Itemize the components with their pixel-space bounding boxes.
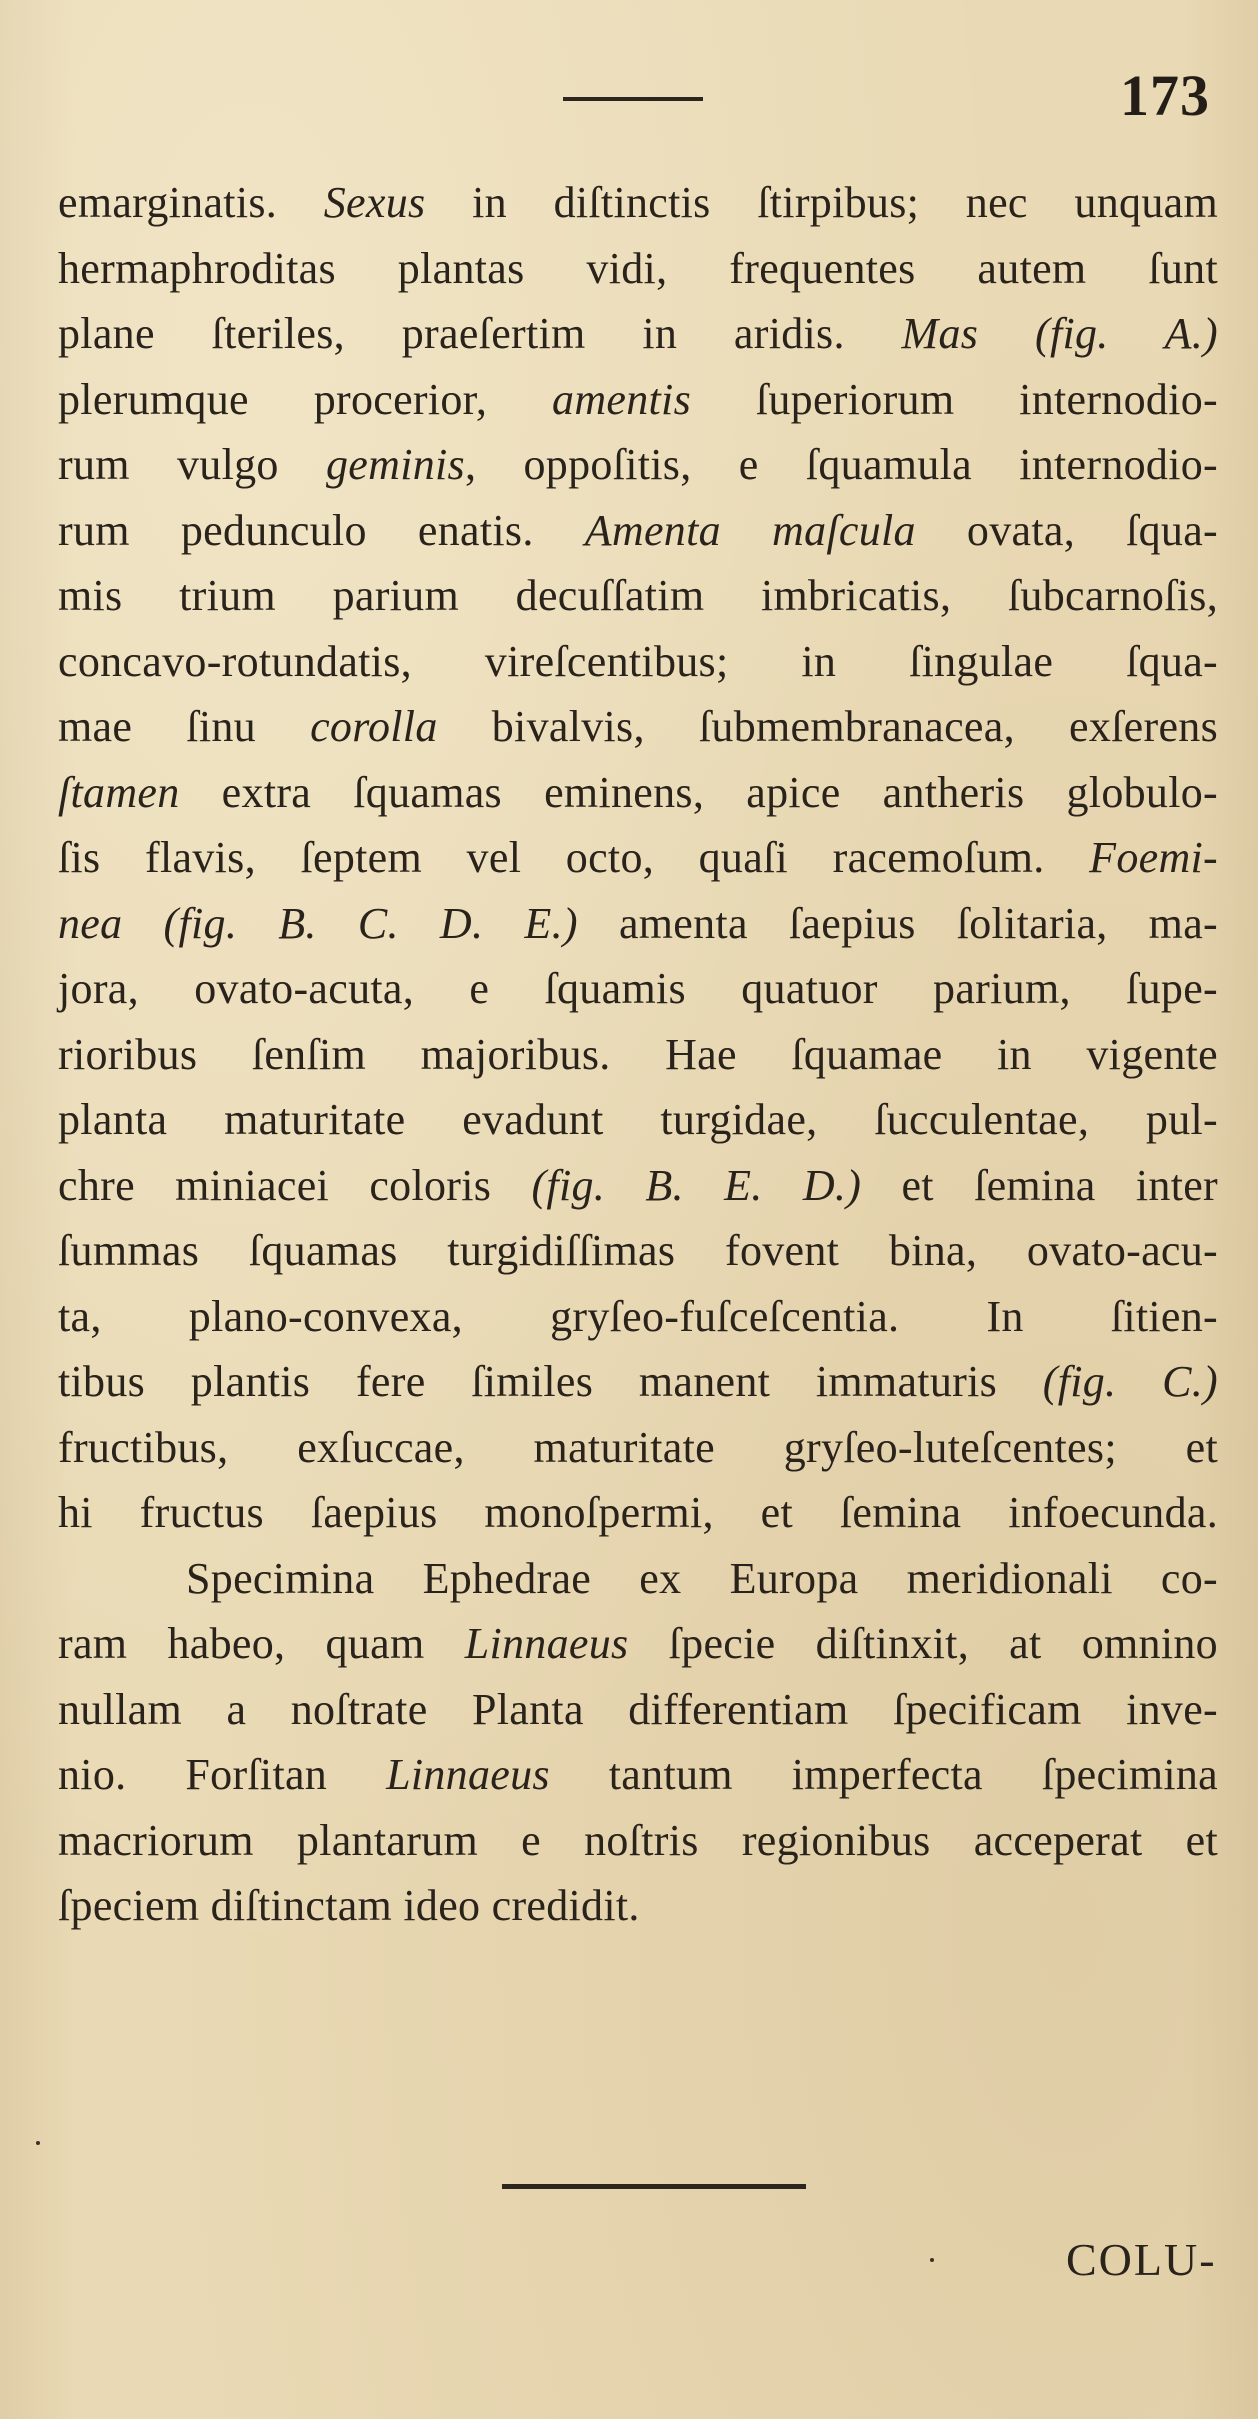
text-segment: tantum imperfecta ſpecimina: [549, 1750, 1218, 1799]
text-line: [58, 1611, 1218, 1677]
text-line: [58, 563, 1218, 629]
text-line: [58, 1677, 1218, 1743]
text-line: [58, 891, 1218, 957]
text-segment: nio. Forſitan: [58, 1750, 387, 1799]
italic-text: Linnaeus: [464, 1619, 629, 1668]
italic-text: (fig. B. E. D.): [531, 1160, 862, 1210]
paper-speck: [930, 2258, 934, 2262]
text-line: [58, 1808, 1218, 1874]
paper-speck: [36, 2141, 40, 2145]
text-segment: ovata, ſqua-: [915, 505, 1218, 555]
text-line: [58, 170, 1218, 236]
text-line: [58, 1087, 1218, 1153]
text-segment: nullam a noſtrate Planta differentiam ſpecificam inve-: [58, 1684, 1218, 1734]
text-segment: mis trium parium decuſſatim imbricatis, ſubcarnoſis,: [58, 571, 1218, 620]
text-segment: , oppoſitis, e ſquamula internodio-: [464, 440, 1218, 489]
text-line: [58, 1218, 1218, 1284]
text-segment: plane ſteriles, praeſertim in aridis.: [58, 309, 902, 358]
text-segment: hermaphroditas plantas vidi, frequentes autem ſunt: [58, 243, 1218, 293]
text-segment: ſpecie diſtinxit, at omnino: [628, 1619, 1218, 1668]
catchword: COLU-: [1066, 2234, 1217, 2285]
text-segment: macriorum plantarum e noſtris regionibus acceperat et: [58, 1815, 1218, 1865]
text-line: [58, 1742, 1218, 1808]
text-segment: ſuperiorum internodio-: [691, 374, 1218, 424]
text-segment: amenta ſaepius ſolitaria, ma-: [577, 898, 1218, 948]
text-line: [58, 825, 1218, 891]
italic-text: ſtamen: [58, 767, 180, 817]
text-segment: Specimina Ephedrae ex Europa meridionali co-: [186, 1553, 1218, 1603]
text-line: [58, 1349, 1218, 1415]
text-segment: ſpeciem diſtinctam ideo credidit.: [58, 1881, 640, 1930]
header-rule: [563, 97, 703, 101]
text-line: [58, 432, 1218, 498]
text-line: [58, 367, 1218, 433]
text-segment: et ſemina inter: [861, 1160, 1218, 1210]
end-rule: [502, 2184, 806, 2189]
page-number: 173: [1120, 63, 1210, 128]
text-segment: bivalvis, ſubmembranacea, exſerens: [437, 702, 1218, 751]
text-segment: rioribus ſenſim majoribus. Hae ſquamae in vigente: [58, 1029, 1218, 1079]
text-segment: hi fructus ſaepius monoſpermi, et ſemina infoecunda.: [58, 1488, 1218, 1537]
text-segment: jora, ovato-acuta, e ſquamis quatuor parium, ſupe-: [58, 964, 1218, 1013]
text-segment: ram habeo, quam: [58, 1619, 465, 1668]
text-segment: fructibus, exſuccae, maturitate gryſeo-luteſcentes; et: [58, 1422, 1218, 1472]
text-line: [58, 1022, 1218, 1088]
text-segment: ſis flavis, ſeptem vel octo, quaſi racemoſum.: [58, 833, 1090, 882]
text-line: [58, 498, 1218, 564]
body-text: [58, 170, 1218, 1939]
text-line: [58, 1284, 1218, 1350]
text-line: [58, 956, 1218, 1022]
text-segment: rum pedunculo enatis.: [58, 505, 585, 555]
italic-text: Foemi-: [1089, 833, 1218, 882]
text-segment: plerumque procerior,: [58, 374, 553, 424]
text-line: [58, 1415, 1218, 1481]
text-line: [58, 1546, 1218, 1612]
text-segment: in diſtinctis ſtirpibus; nec unquam: [425, 178, 1218, 227]
italic-text: amentis: [552, 374, 691, 424]
italic-text: Sexus: [323, 178, 426, 227]
italic-text: corolla: [310, 702, 438, 751]
italic-text: (fig. C.): [1042, 1357, 1218, 1406]
text-segment: extra ſquamas eminens, apice antheris globulo-: [179, 767, 1218, 817]
text-segment: rum vulgo: [58, 440, 326, 489]
text-segment: ta, plano-convexa, gryſeo-fuſceſcentia. In ſitien-: [58, 1291, 1218, 1341]
italic-text: geminis: [325, 440, 465, 489]
text-segment: mae ſinu: [58, 702, 311, 751]
text-line: [58, 1873, 1218, 1939]
text-line: [58, 301, 1218, 367]
text-segment: concavo-rotundatis, vireſcentibus; in ſingulae ſqua-: [58, 636, 1218, 686]
text-line: [58, 694, 1218, 760]
text-line: [58, 629, 1218, 695]
text-segment: ſummas ſquamas turgidiſſimas fovent bina, ovato-acu-: [58, 1226, 1218, 1275]
text-line: [58, 1153, 1218, 1219]
italic-text: Mas (fig. A.): [901, 309, 1219, 358]
italic-text: Amenta maſcula: [584, 505, 916, 555]
text-segment: chre miniacei coloris: [58, 1160, 532, 1210]
italic-text: Linnaeus: [386, 1750, 550, 1799]
text-line: [58, 760, 1218, 826]
text-line: [58, 236, 1218, 302]
text-segment: tibus plantis fere ſimiles manent immaturis: [58, 1357, 1043, 1406]
text-segment: emarginatis.: [58, 178, 324, 227]
text-segment: planta maturitate evadunt turgidae, ſucculentae, pul-: [58, 1095, 1218, 1144]
text-line: [58, 1480, 1218, 1546]
italic-text: nea (fig. B. C. D. E.): [58, 898, 578, 948]
